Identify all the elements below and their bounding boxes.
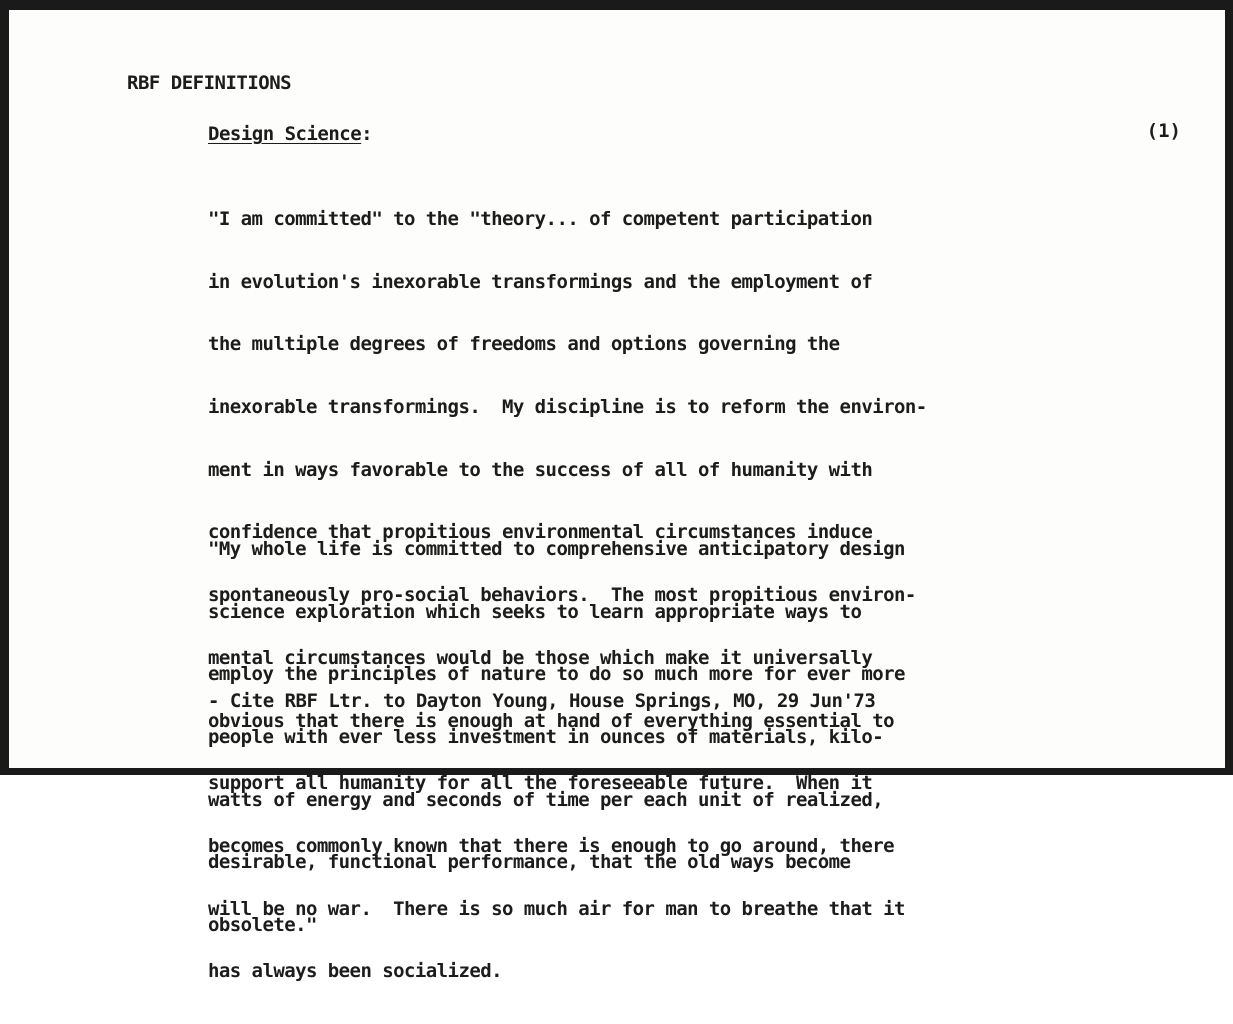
- paragraph-line: mental circumstances would be those which make it universally: [208, 646, 873, 669]
- paragraph-line: the multiple degrees of freedoms and options governing the: [208, 333, 840, 356]
- paragraph-line: science exploration which seeks to learn appropriate ways to: [208, 600, 862, 623]
- paragraph-line: confidence that propitious environmental circumstances induce: [208, 521, 873, 544]
- quote-paragraph-2: [208, 497, 905, 978]
- term-name: Design Science: [208, 123, 362, 145]
- paragraph-line: obvious that there is enough at hand of everything essential to: [208, 709, 895, 732]
- paragraph-line: inexorable transformings. My discipline is to reform the environ-: [208, 395, 927, 418]
- paragraph-line: will be no war. There is so much air for man to breathe that it: [208, 897, 905, 920]
- paragraph-line: watts of energy and seconds of time per each unit of realized,: [208, 788, 884, 811]
- card-heading: RBF DEFINITIONS: [127, 72, 292, 94]
- paragraph-line: desirable, functional performance, that the old ways become: [208, 851, 851, 874]
- paragraph-line: support all humanity for all the foreseeable future. When it: [208, 772, 873, 795]
- citation: - Cite RBF Ltr. to Dayton Young, House Springs, MO, 29 Jun'73: [208, 690, 876, 712]
- paragraph-line: obsolete.": [208, 914, 317, 937]
- paragraph-line: becomes commonly known that there is enough to go around, there: [208, 835, 895, 857]
- card-number: (1): [1146, 120, 1181, 142]
- paragraph-line: employ the principles of nature to do so much more for ever more: [208, 663, 905, 686]
- term-colon: :: [361, 123, 373, 145]
- paragraph-line: ment in ways favorable to the success of all of humanity with: [208, 458, 873, 481]
- paragraph-line: in evolution's inexorable transformings and the employment of: [208, 270, 873, 293]
- paragraph-line: spontaneously pro-social behaviors. The most propitious environ-: [208, 584, 916, 607]
- paragraph-line: people with ever less investment in ounces of materials, kilo-: [208, 725, 884, 748]
- term-title: [208, 123, 372, 145]
- paragraph-line: has always been socialized.: [208, 960, 503, 983]
- paragraph-line: "My whole life is committed to comprehensive anticipatory design: [208, 537, 905, 560]
- paragraph-line: "I am committed" to the "theory... of competent participation: [208, 207, 873, 230]
